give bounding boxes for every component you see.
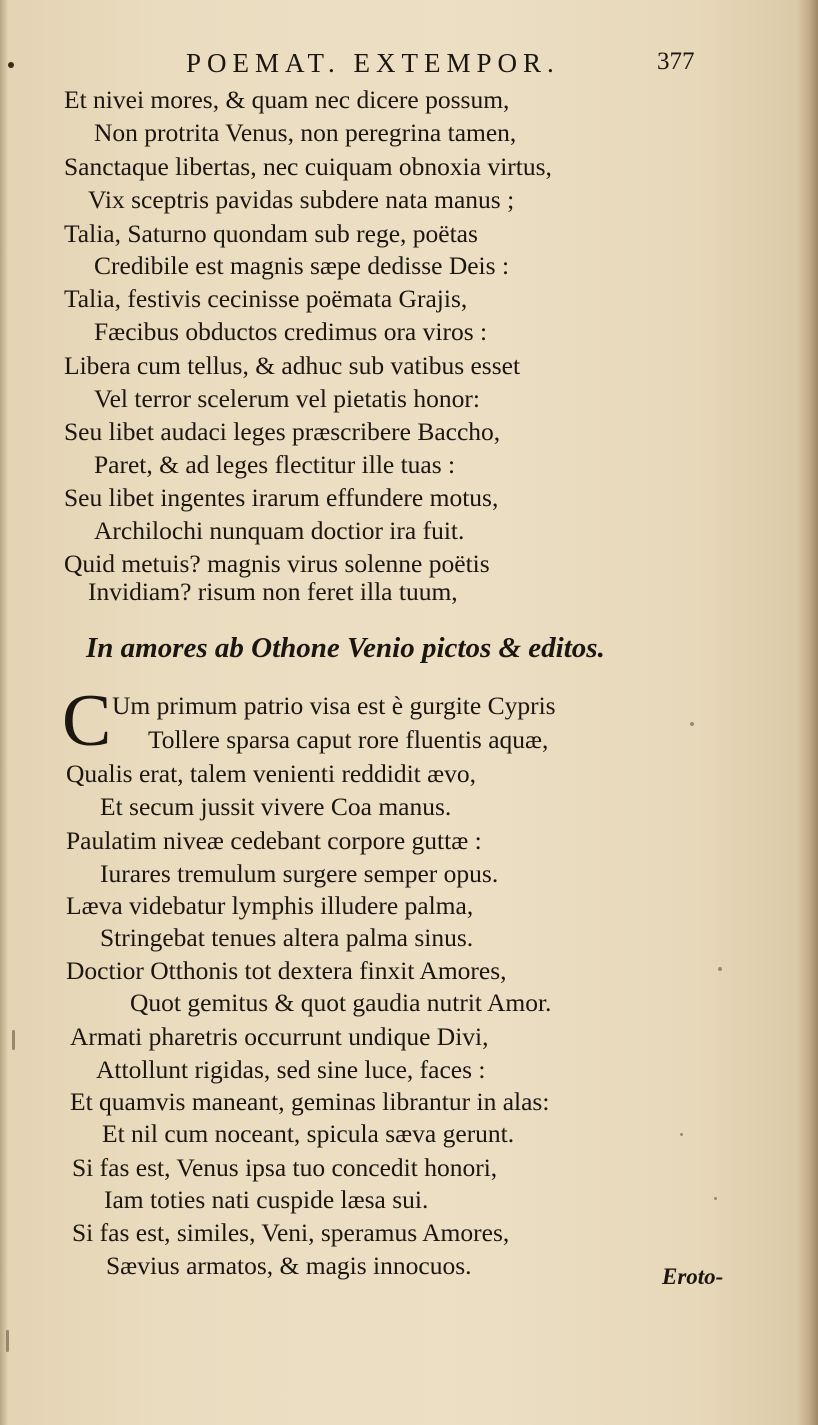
verse-line: Fæcibus obductos credimus ora viros : xyxy=(94,317,488,346)
ink-speck xyxy=(714,1197,717,1200)
poem-title: In amores ab Othone Venio pictos & editos. xyxy=(86,632,605,664)
verse-line: Seu libet ingentes irarum effundere motus, xyxy=(64,483,499,512)
verse-line: Sanctaque libertas, nec cuiquam obnoxia virtus, xyxy=(64,152,552,181)
verse-line: Læva videbatur lymphis illudere palma, xyxy=(66,891,474,920)
verse-line: Non protrita Venus, non peregrina tamen, xyxy=(94,118,517,147)
ink-speck xyxy=(718,967,722,971)
verse-line: Talia, Saturno quondam sub rege, poëtas xyxy=(64,219,478,248)
ink-speck xyxy=(6,1330,9,1352)
verse-line: Tollere sparsa caput rore fluentis aquæ, xyxy=(148,725,549,754)
verse-line: Si fas est, similes, Veni, speramus Amores, xyxy=(72,1218,510,1247)
verse-line: Archilochi nunquam doctior ira fuit. xyxy=(94,516,465,545)
ink-speck xyxy=(680,1133,683,1136)
verse-line: Um primum patrio visa est è gurgite Cypris xyxy=(112,691,556,720)
verse-line: Credibile est magnis sæpe dedisse Deis : xyxy=(94,251,510,280)
running-head: POEMAT. EXTEMPOR. xyxy=(186,48,560,78)
verse-line: Iurares tremulum surgere semper opus. xyxy=(100,859,499,888)
verse-line: Paulatim niveæ cedebant corpore guttæ : xyxy=(66,826,482,855)
verse-line: Paret, & ad leges flectitur ille tuas : xyxy=(94,450,456,479)
verse-line: Attollunt rigidas, sed sine luce, faces : xyxy=(96,1055,486,1084)
verse-line: Armati pharetris occurrunt undique Divi, xyxy=(70,1022,489,1051)
page-gutter-shadow xyxy=(0,0,8,1425)
verse-line: Quot gemitus & quot gaudia nutrit Amor. xyxy=(130,988,552,1017)
verse-line: Invidiam? risum non feret illa tuum, xyxy=(88,577,458,606)
verse-line: Seu libet audaci leges præscribere Baccho, xyxy=(64,417,501,446)
page-number: 377 xyxy=(657,48,695,75)
page-header xyxy=(0,44,818,84)
ink-speck xyxy=(690,722,694,726)
verse-line: Iam toties nati cuspide læsa sui. xyxy=(104,1185,429,1214)
verse-line: Doctior Otthonis tot dextera finxit Amores, xyxy=(66,956,507,985)
verse-line: Stringebat tenues altera palma sinus. xyxy=(100,923,474,952)
verse-line: Et nil cum noceant, spicula sæva gerunt. xyxy=(102,1119,515,1148)
verse-line: Vel terror scelerum vel pietatis honor: xyxy=(94,384,480,413)
verse-line: Sævius armatos, & magis innocuos. xyxy=(106,1251,472,1280)
verse-line: Vix sceptris pavidas subdere nata manus ; xyxy=(88,185,515,214)
verse-line: Quid metuis? magnis virus solenne poëtis xyxy=(64,549,490,578)
verse-line: Qualis erat, talem venienti reddidit ævo, xyxy=(66,759,477,788)
verse-line: Si fas est, Venus ipsa tuo concedit honori, xyxy=(72,1153,498,1182)
verse-line: Et secum jussit vivere Coa manus. xyxy=(100,792,452,821)
ink-speck xyxy=(12,1030,15,1050)
verse-line: Libera cum tellus, & adhuc sub vatibus esset xyxy=(64,351,521,380)
drop-cap: C xyxy=(62,680,112,762)
verse-line: Talia, festivis cecinisse poëmata Grajis, xyxy=(64,284,468,313)
catchword: Eroto- xyxy=(662,1264,724,1289)
page-edge-shadow xyxy=(796,0,818,1425)
verse-line: Et quamvis maneant, geminas librantur in alas: xyxy=(70,1087,550,1116)
verse-line: Et nivei mores, & quam nec dicere possum, xyxy=(64,85,510,114)
